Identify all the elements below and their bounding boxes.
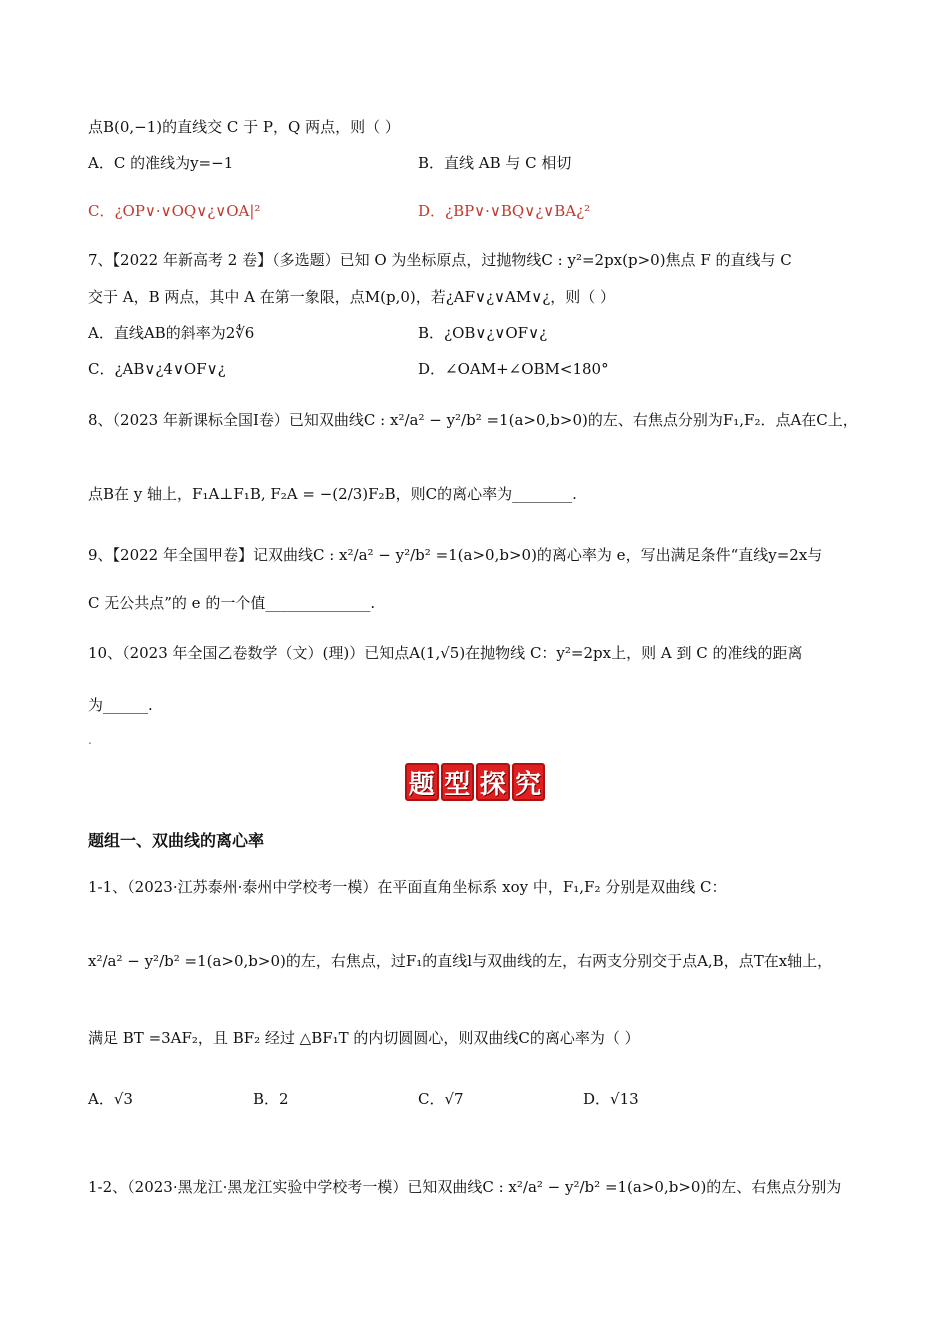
p11-option-d: D．√13 <box>583 1090 639 1108</box>
banner-char: 探 <box>476 763 510 801</box>
problem-1-1-line-2: x²/a² − y²/b² =1(a>0,b>0)的左，右焦点，过F₁的直线l与双曲线的左，右两支分别交于点A,B，点T在x轴上， <box>88 952 833 970</box>
problem-1-1-line-3: 满足 BT =3AF₂，且 BF₂ 经过 △BF₁T 的内切圆圆心，则双曲线C的离心率为（ ） <box>88 1029 640 1047</box>
question-10-line-1: 10、（2023 年全国乙卷数学（文）(理)）已知点A(1,√5)在抛物线 C：y²=2px上，则 A 到 C 的准线的距离 <box>88 644 803 662</box>
q6-option-a: A．C 的准线为y=−1 <box>88 154 234 172</box>
p11-option-c: C．√7 <box>418 1090 464 1108</box>
banner-char: 题 <box>405 763 439 801</box>
question-9-line-1: 9、【2022 年全国甲卷】记双曲线C : x²/a² − y²/b² =1(a>0,b>0)的离心率为 e，写出满足条件“直线y=2x与 <box>88 546 823 564</box>
problem-1-2-line-1: 1-2、（2023·黑龙江·黑龙江实验中学校考一模）已知双曲线C : x²/a² − y²/b² =1(a>0,b>0)的左、右焦点分别为 <box>88 1178 842 1196</box>
red-dot-marker: . <box>88 733 92 747</box>
q6-option-b: B．直线 AB 与 C 相切 <box>418 154 572 172</box>
banner-char: 究 <box>512 763 546 801</box>
question-10-line-2: 为______. <box>88 696 153 714</box>
question-6-stem: 点B(0,−1)的直线交 C 于 P，Q 两点，则（ ） <box>88 118 400 136</box>
question-8-line-2: 点B在 y 轴上，F₁A⊥F₁B, F₂A = −(2/3)F₂B，则C的离心率为________. <box>88 485 577 503</box>
q7-option-c: C．¿AB∨¿4∨OF∨¿ <box>88 360 226 378</box>
section-heading: 题组一、双曲线的离心率 <box>88 831 265 850</box>
question-7-line-2: 交于 A，B 两点，其中 A 在第一象限，点M(p,0)，若¿AF∨¿∨AM∨¿，则（ ） <box>88 288 616 306</box>
q7-option-b: B．¿OB∨¿∨OF∨¿ <box>418 324 548 342</box>
question-7-line-1: 7、【2022 年新高考 2 卷】（多选题）已知 O 为坐标原点，过抛物线C : y²=2px(p>0)焦点 F 的直线与 C <box>88 251 792 269</box>
p11-option-b: B．2 <box>253 1090 289 1108</box>
p11-option-a: A．√3 <box>88 1090 133 1108</box>
section-banner <box>405 763 545 801</box>
question-8-line-1: 8、（2023 年新课标全国Ⅰ卷）已知双曲线C : x²/a² − y²/b² =1(a>0,b>0)的左、右焦点分别为F₁,F₂．点A在C上， <box>88 411 858 429</box>
q6-option-d: D．¿BP∨·∨BQ∨¿∨BA¿² <box>418 202 591 220</box>
q7-option-a: A．直线AB的斜率为2∜6 <box>88 324 255 342</box>
q6-option-c: C．¿OP∨·∨OQ∨¿∨OA|² <box>88 202 261 220</box>
problem-1-1-line-1: 1-1、（2023·江苏泰州·泰州中学校考一模）在平面直角坐标系 xoy 中，F₁,F₂ 分别是双曲线 C： <box>88 878 727 896</box>
question-9-line-2: C 无公共点”的 e 的一个值______________. <box>88 594 376 612</box>
banner-char: 型 <box>441 763 475 801</box>
q7-option-d: D．∠OAM+∠OBM<180° <box>418 360 609 378</box>
